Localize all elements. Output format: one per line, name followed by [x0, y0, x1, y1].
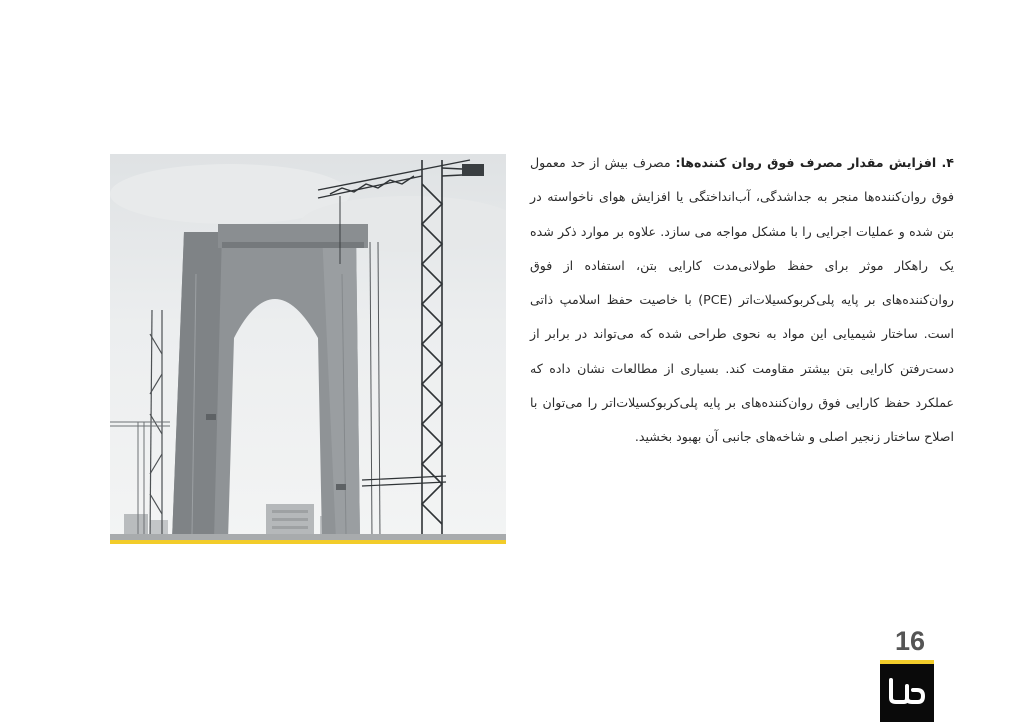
brand-logo-icon [888, 676, 926, 706]
article-paragraph [530, 146, 954, 455]
article-heading: ۴. افزایش مقدار مصرف فوق روان کننده‌ها: [675, 155, 954, 170]
brand-logo [880, 664, 934, 722]
photo-accent-bar [110, 540, 506, 544]
article-body: مصرف بیش از حد معمول فوق روان‌کننده‌ها منجر به جداشدگی، آب‌انداختگی یا افزایش هوای ناخواسته در بتن شده و عملیات اجرایی را با مشکل مواجه می سازد. علاوه بر موارد ذکر شده یک راهکار موثر برای حفظ طولانی‌مدت کارایی بتن، استفاده از فوق روان‌کننده‌های بر پایه پلی‌کربوکسیلات‌اتر (PCE) با خاصیت حفظ اسلامپ ذاتی است. ساختار شیمیایی این مواد به نحوی طراحی شده که می‌تواند در برابر از دست‌رفتن کارایی بتن بیشتر مقاومت کند. بسیاری از مطالعات نشان داده که عملکرد حفظ کارایی فوق روان‌کننده‌های بر پایه پلی‌کربوکسیلات‌اتر را می‌توان با اصلاح ساختار زنجیر اصلی و شاخه‌های جانبی آن بهبود بخشید. [530, 155, 954, 445]
bridge-pylon-construction-icon [110, 154, 506, 540]
page-number: 16 [894, 626, 926, 656]
bridge-pylon-photo [110, 154, 506, 540]
